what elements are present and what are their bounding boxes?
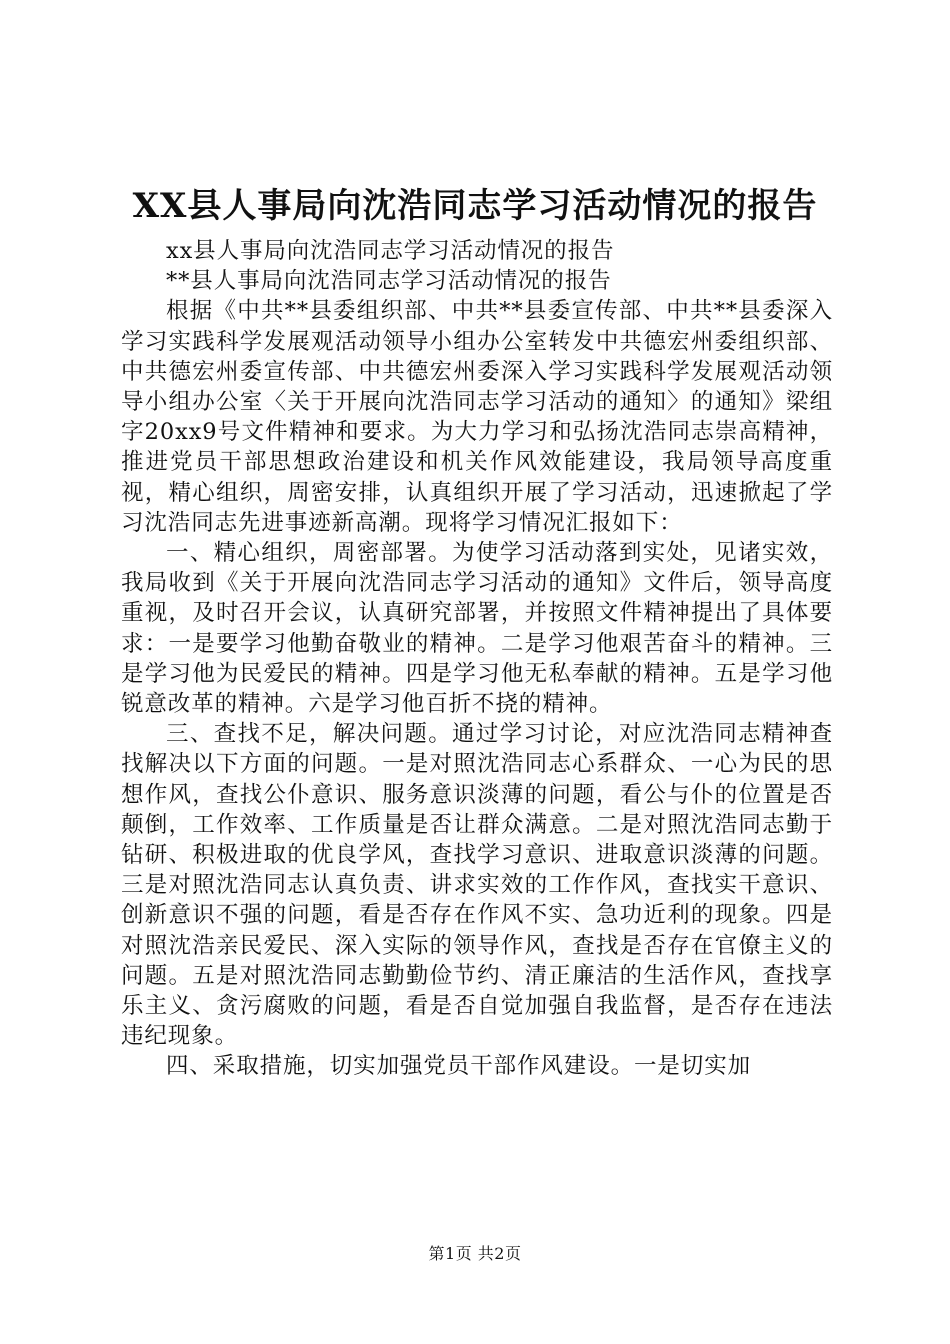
document-title: XX县人事局向沈浩同志学习活动情况的报告 [132,186,818,226]
document-body [121,236,833,1082]
paragraph: **县人事局向沈浩同志学习活动情况的报告 [166,268,612,295]
paragraph: 三、查找不足，解决问题。通过学习讨论，对应沈浩同志精神查找解决以下方面的问题。一是对照沈浩同志心系群众、一心为民的思想作风，查找公仆意识、服务意识淡薄的问题，看公与仆的位置是否颠倒，工作效率、工作质量是否让群众满意。二是对照沈浩同志勤于钻研、积极进取的优良学风，查找学习意识、进取意识淡薄的问题。三是对照沈浩同志认真负责、讲求实效的工作作风，查找实干意识、创新意识不强的问题，看是否存在作风不实、急功近利的现象。四是对照沈浩亲民爱民、深入实际的领导作风，查找是否存在官僚主义的问题。五是对照沈浩同志勤勤俭节约、清正廉洁的生活作风，查找享乐主义、贪污腐败的问题，看是否自觉加强自我监督，是否存在违法违纪现象。 [121,721,833,1050]
page-footer: 第1页 共2页 [428,1244,522,1263]
paragraph: 根据《中共**县委组织部、中共**县委宣传部、中共**县委深入学习实践科学发展观活动领导小组办公室转发中共德宏州委组织部、中共德宏州委宣传部、中共德宏州委深入学习实践科学发展观活动领导小组办公室〈关于开展向沈浩同志学习活动的通知〉的通知》梁组字20xx9号文件精神和要求。为大力学习和弘扬沈浩同志崇高精神，推进党员干部思想政治建设和机关作风效能建设，我局领导高度重视，精心组织，周密安排，认真组织开展了学习活动，迅速掀起了学习沈浩同志先进事迹新高潮。现将学习情况汇报如下： [121,298,833,536]
paragraph: xx县人事局向沈浩同志学习活动情况的报告 [166,238,615,264]
paragraph: 一、精心组织，周密部署。为使学习活动落到实处，见诸实效，我局收到《关于开展向沈浩同志学习活动的通知》文件后，领导高度重视，及时召开会议，认真研究部署，并按照文件精神提出了具体要求：一是要学习他勤奋敬业的精神。二是学习他艰苦奋斗的精神。三是学习他为民爱民的精神。四是学习他无私奉献的精神。五是学习他锐意改革的精神。六是学习他百折不挠的精神。 [121,540,833,718]
paragraph: 四、采取措施，切实加强党员干部作风建设。一是切实加 [166,1053,752,1080]
